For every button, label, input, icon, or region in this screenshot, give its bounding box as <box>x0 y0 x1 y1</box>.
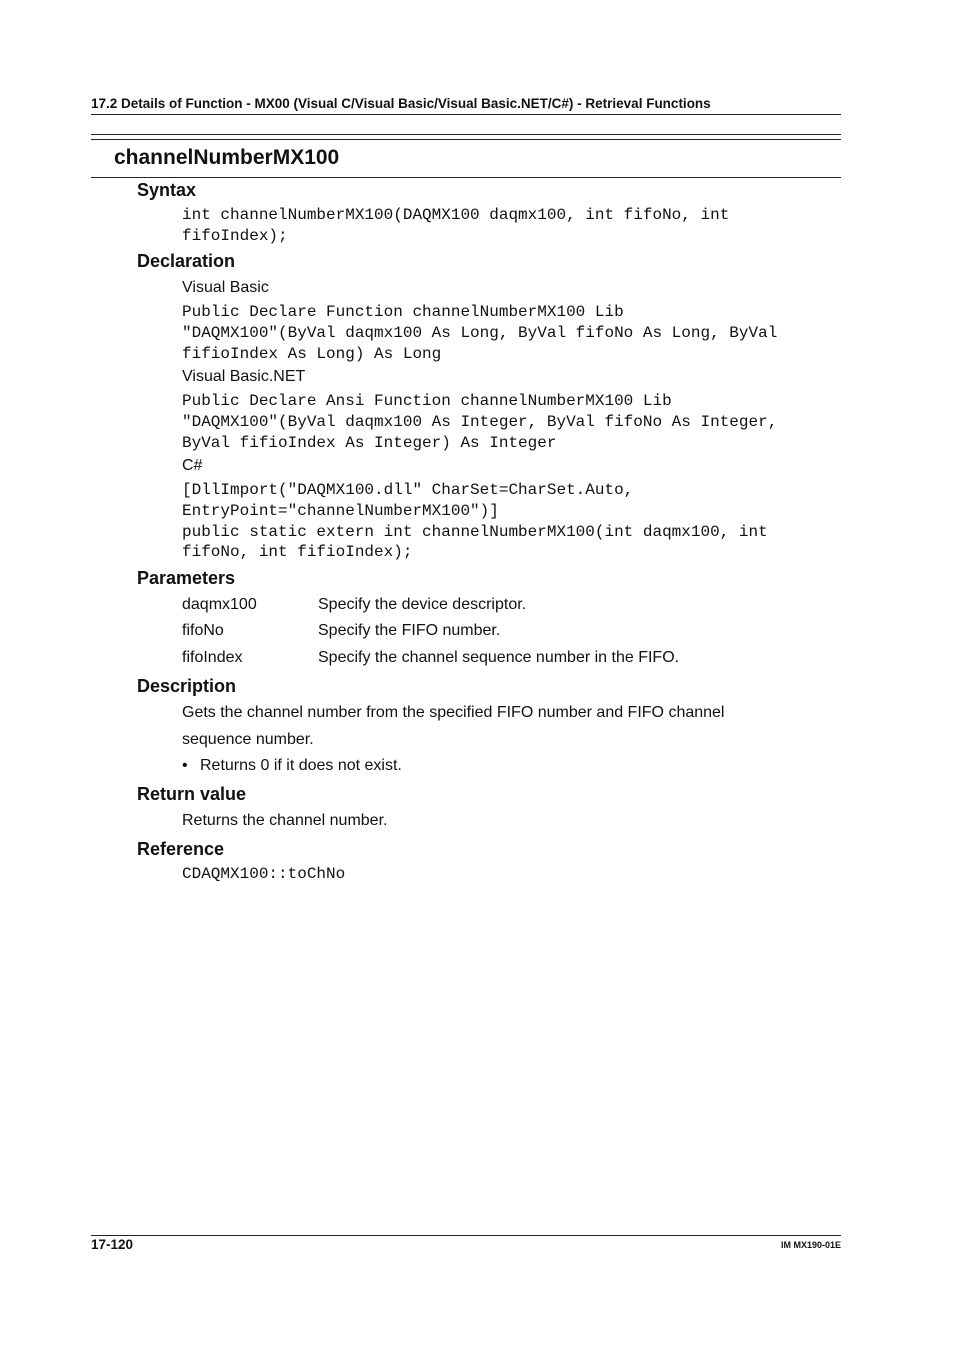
declaration-heading: Declaration <box>137 251 236 271</box>
csharp-code-line-3: public static extern int channelNumberMX100(int daqmx100, int <box>182 523 768 541</box>
csharp-label: C# <box>182 457 203 474</box>
syntax-code-line-1: int channelNumberMX100(DAQMX100 daqmx100, int fifoNo, int <box>182 206 730 224</box>
return-value-heading: Return value <box>137 784 247 804</box>
csharp-code-line-4: fifoNo, int fifioIndex); <box>182 543 413 561</box>
vb-code-line-2: "DAQMX100"(ByVal daqmx100 As Long, ByVal fifoNo As Long, ByVal <box>182 324 778 342</box>
function-title: channelNumberMX100 <box>114 146 340 169</box>
return-value-text: Returns the channel number. <box>182 812 388 829</box>
title-top-rule-2 <box>91 139 841 140</box>
title-bottom-rule <box>91 177 841 178</box>
vb-code-line-1: Public Declare Function channelNumberMX100 Lib <box>182 303 624 321</box>
csharp-code-line-1: [DllImport("DAQMX100.dll" CharSet=CharSet.Auto, <box>182 481 634 499</box>
param-desc-fifoindex: Specify the channel sequence number in the FIFO. <box>318 649 680 666</box>
document-id: IM MX190-01E <box>780 1240 841 1250</box>
reference-code: CDAQMX100::toChNo <box>182 865 346 883</box>
parameters-heading: Parameters <box>137 568 236 588</box>
syntax-heading: Syntax <box>137 180 197 200</box>
description-line-1: Gets the channel number from the specified FIFO number and FIFO channel <box>182 704 725 721</box>
bullet-icon: • <box>182 757 188 774</box>
csharp-code-line-2: EntryPoint="channelNumberMX100")] <box>182 502 499 520</box>
description-heading: Description <box>137 676 237 696</box>
param-name-fifono: fifoNo <box>182 622 224 639</box>
vbnet-code-line-1: Public Declare Ansi Function channelNumberMX100 Lib <box>182 392 672 410</box>
param-desc-daqmx100: Specify the device descriptor. <box>318 596 527 613</box>
param-name-daqmx100: daqmx100 <box>182 596 257 613</box>
vbnet-code-line-2: "DAQMX100"(ByVal daqmx100 As Integer, ByVal fifoNo As Integer, <box>182 413 778 431</box>
running-header: 17.2 Details of Function - MX00 (Visual C/Visual Basic/Visual Basic.NET/C#) - Retrieval Functions <box>91 96 711 111</box>
vbnet-code-line-3: ByVal fifioIndex As Integer) As Integer <box>182 434 557 452</box>
reference-heading: Reference <box>137 839 225 859</box>
param-name-fifoindex: fifoIndex <box>182 649 243 666</box>
title-top-rule-1 <box>91 134 841 135</box>
vb-label: Visual Basic <box>182 279 269 296</box>
param-desc-fifono: Specify the FIFO number. <box>318 622 501 639</box>
page-number: 17-120 <box>91 1237 134 1252</box>
vbnet-label: Visual Basic.NET <box>182 368 306 385</box>
syntax-code-line-2: fifoIndex); <box>182 227 288 245</box>
description-line-2: sequence number. <box>182 731 314 748</box>
vb-code-line-3: fifioIndex As Long) As Long <box>182 345 442 363</box>
footer-rule <box>91 1235 841 1236</box>
header-rule <box>91 114 841 115</box>
description-bullet: Returns 0 if it does not exist. <box>200 757 402 774</box>
